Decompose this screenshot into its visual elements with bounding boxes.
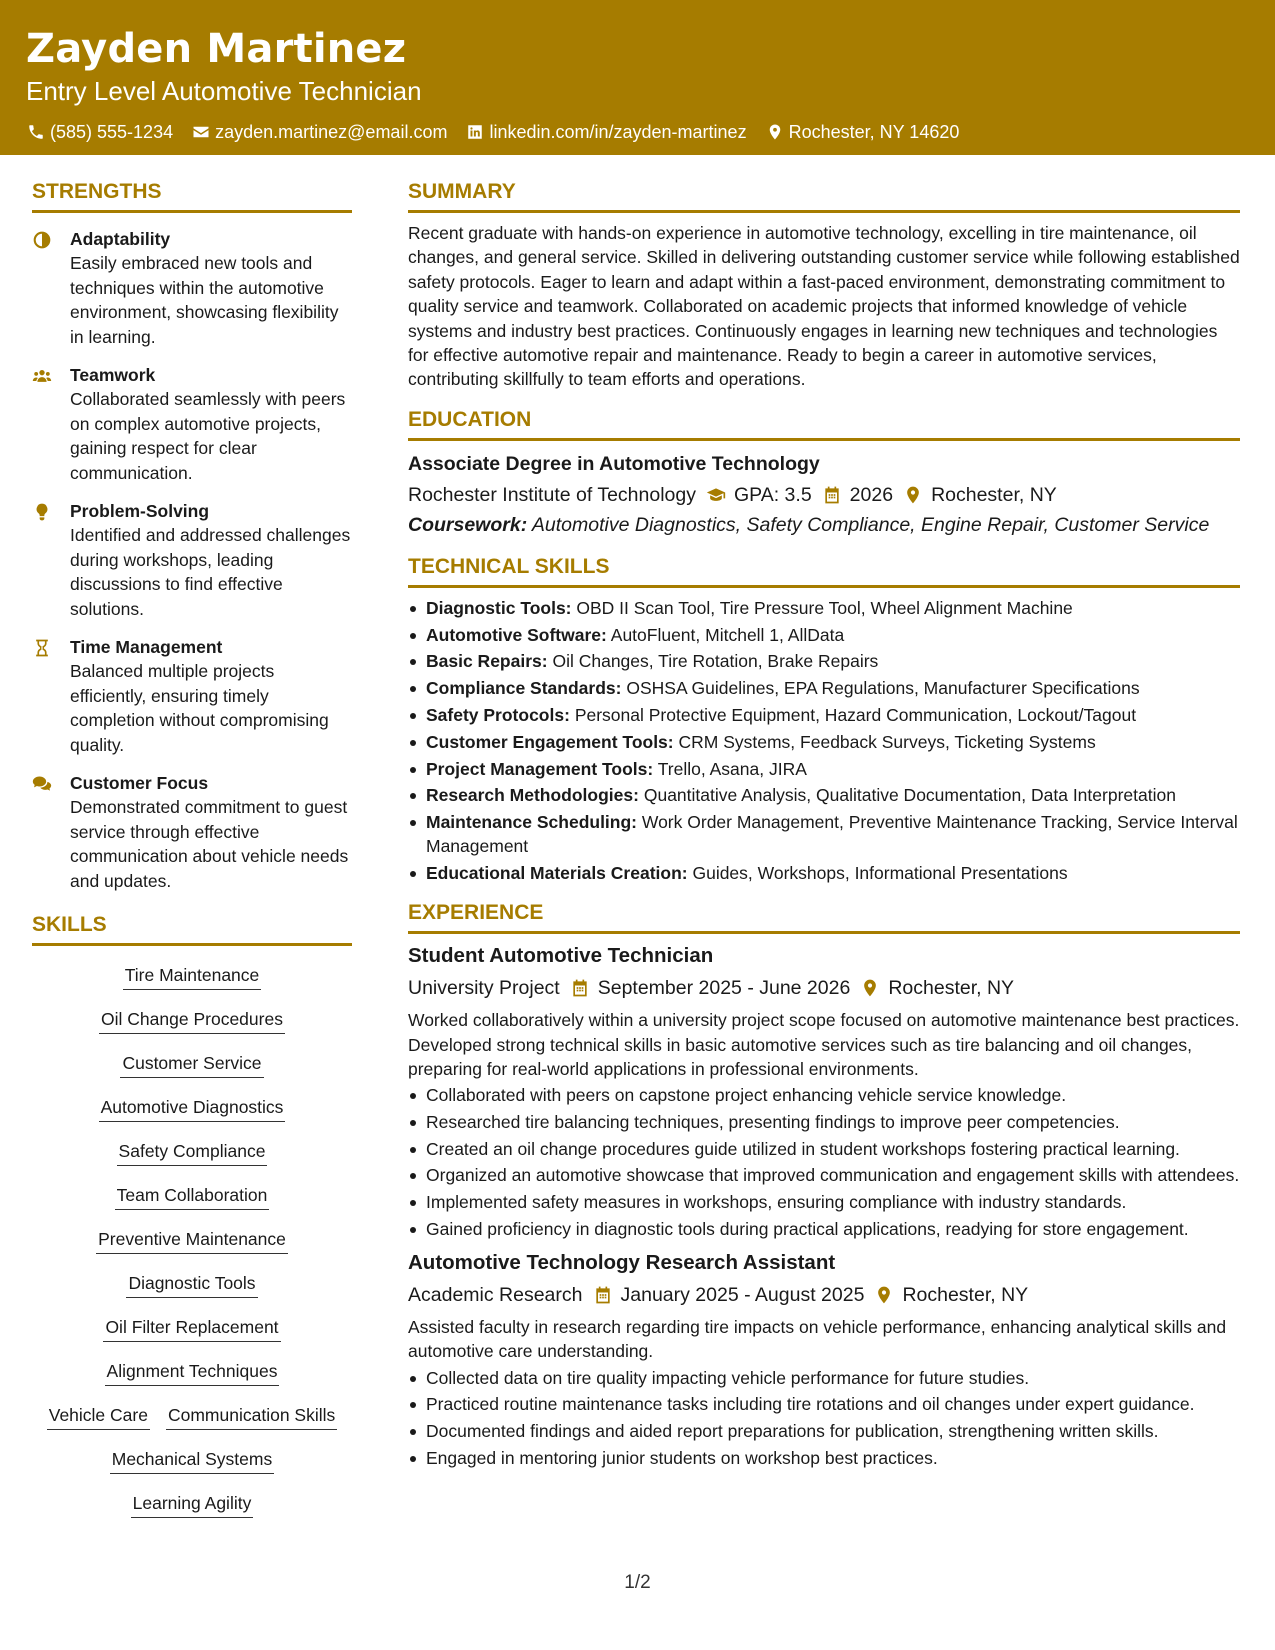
strength-title: Problem-Solving (70, 501, 210, 521)
envelope-icon (191, 122, 211, 142)
experience-section (408, 899, 1240, 1470)
map-marker-icon (874, 1285, 894, 1305)
strength-title: Teamwork (70, 365, 156, 385)
technical-skills-list (408, 596, 1240, 886)
skill-tag: Preventive Maintenance (96, 1227, 288, 1254)
skill-values: Personal Protective Equipment, Hazard Communication, Lockout/Tagout (574, 705, 1137, 726)
strength-desc: Balanced multiple projects efficiently, ensuring timely completion without compromising quality. (70, 661, 329, 755)
job-entry (408, 1249, 1240, 1470)
skill-values: AutoFluent, Mitchell 1, AllData (610, 624, 845, 645)
list-item: Practiced routine maintenance tasks including tire rotations and oil changes under expert guidance. (408, 1392, 1240, 1416)
list-item: Researched tire balancing techniques, presenting findings to improve peer competencies. (408, 1110, 1240, 1134)
lightbulb-icon (32, 499, 70, 621)
list-item: Implemented safety measures in workshops, ensuring compliance with industry standards. (408, 1190, 1240, 1214)
candidate-name: Zayden Martinez (26, 26, 407, 72)
strength-item (32, 363, 352, 485)
users-icon (32, 363, 70, 485)
summary-title: SUMMARY (408, 178, 1240, 213)
skill-tag: Mechanical Systems (110, 1447, 274, 1474)
strength-item (32, 227, 352, 349)
skill-tag: Diagnostic Tools (126, 1271, 257, 1298)
strength-desc: Easily embraced new tools and techniques within the automotive environment, showcasing flexibility in learning. (70, 253, 339, 347)
phone-icon (26, 122, 46, 142)
list-item (408, 810, 1240, 858)
skill-values: Quantitative Analysis, Qualitative Documentation, Data Interpretation (643, 785, 1176, 806)
contact-linkedin[interactable] (465, 120, 746, 144)
graduation-cap-icon (706, 485, 726, 505)
job-description: Assisted faculty in research regarding tire impacts on vehicle performance, enhancing analytical skills and automotive care understanding. (408, 1317, 1227, 1362)
map-marker-icon (860, 978, 880, 998)
skills-title: SKILLS (32, 911, 352, 946)
skill-tag: Tire Maintenance (123, 963, 262, 990)
job-title: Student Automotive Technician (408, 944, 714, 968)
skill-tag: Learning Agility (131, 1491, 254, 1518)
skill-values: Trello, Asana, JIRA (657, 758, 807, 779)
job-description: Worked collaboratively within a university project scope focused on automotive maintenance best practices. Developed strong technical skills in basic automotive services such as tire balancing and oil changes, preparing for real-world applications in professional environments. (408, 1010, 1240, 1079)
list-item: Gained proficiency in diagnostic tools during practical applications, readying for store engagement. (408, 1217, 1240, 1241)
job-bullets (408, 1083, 1240, 1241)
skill-category: Basic Repairs: (426, 651, 548, 672)
job-dates: September 2025 - June 2026 (597, 977, 851, 1000)
coursework-list: Automotive Diagnostics, Safety Compliance, Engine Repair, Customer Service (531, 513, 1210, 536)
job-dates: January 2025 - August 2025 (620, 1284, 865, 1307)
map-marker-icon (765, 122, 785, 142)
skill-category: Customer Engagement Tools: (426, 731, 674, 752)
strength-desc: Collaborated seamlessly with peers on complex automotive projects, gaining respect for clear communication. (70, 389, 346, 483)
list-item: Created an oil change procedures guide utilized in student workshops fostering practical learning. (408, 1137, 1240, 1161)
strength-title: Customer Focus (70, 773, 209, 793)
job-bullets (408, 1366, 1240, 1471)
calendar-icon (593, 1285, 613, 1305)
skill-category: Maintenance Scheduling: (426, 812, 637, 833)
graduation-year: 2026 (849, 483, 894, 506)
list-item (408, 730, 1240, 754)
list-item: Organized an automotive showcase that improved communication and engagement skills with attendees. (408, 1163, 1240, 1187)
job-meta (408, 974, 1240, 1002)
strength-title: Time Management (70, 637, 223, 657)
skill-tag: Oil Filter Replacement (103, 1315, 280, 1342)
contact-bar (26, 120, 1249, 144)
list-item (408, 623, 1240, 647)
resume-header (0, 0, 1275, 155)
candidate-headline: Entry Level Automotive Technician (26, 76, 422, 106)
education-meta (408, 481, 1240, 509)
skill-values: OBD II Scan Tool, Tire Pressure Tool, Wheel Alignment Machine (576, 597, 1073, 618)
experience-title: EXPERIENCE (408, 899, 1240, 934)
technical-skills-section (408, 553, 1240, 886)
list-item (408, 861, 1240, 885)
coursework-label: Coursework: (408, 513, 528, 536)
skill-tag: Alignment Techniques (105, 1359, 280, 1386)
calendar-icon (822, 485, 842, 505)
skill-category: Compliance Standards: (426, 678, 622, 699)
skill-values: OSHSA Guidelines, EPA Regulations, Manufacturer Specifications (626, 678, 1140, 699)
job-org: Academic Research (408, 1284, 583, 1307)
half-circle-icon (32, 227, 70, 349)
list-item (408, 703, 1240, 727)
skill-tag: Customer Service (120, 1051, 263, 1078)
job-location: Rochester, NY (888, 977, 1015, 1000)
technical-skills-title: TECHNICAL SKILLS (408, 553, 1240, 588)
list-item: Documented findings and aided report preparations for publication, strengthening written skills. (408, 1419, 1240, 1443)
job-meta (408, 1281, 1240, 1309)
list-item: Collaborated with peers on capstone project enhancing vehicle service knowledge. (408, 1083, 1240, 1107)
strengths-title: STRENGTHS (32, 178, 352, 213)
job-title: Automotive Technology Research Assistant (408, 1251, 836, 1275)
skill-category: Project Management Tools: (426, 758, 654, 779)
skill-category: Safety Protocols: (426, 705, 570, 726)
skill-tag: Automotive Diagnostics (99, 1095, 286, 1122)
job-entry (408, 942, 1240, 1241)
calendar-icon (570, 978, 590, 998)
skill-tag: Safety Compliance (117, 1139, 268, 1166)
skill-values: Oil Changes, Tire Rotation, Brake Repairs (552, 651, 879, 672)
skill-category: Educational Materials Creation: (426, 863, 688, 884)
left-column (32, 178, 352, 1526)
coursework (408, 511, 1240, 539)
strength-desc: Demonstrated commitment to guest service through effective communication about vehicle needs and updates. (70, 797, 349, 891)
skill-tag: Oil Change Procedures (99, 1007, 285, 1034)
list-item (408, 596, 1240, 620)
page-number: 1/2 (624, 1572, 651, 1593)
school-location: Rochester, NY (931, 483, 1057, 506)
contact-phone[interactable] (26, 120, 173, 144)
email-text: zayden.martinez@email.com (215, 122, 448, 142)
gpa-text: GPA: 3.5 (733, 483, 812, 506)
right-column (408, 178, 1240, 1473)
skill-values: Work Order Management, Preventive Maintenance Tracking, Service Interval Management (426, 812, 1238, 857)
phone-text: (585) 555-1234 (50, 122, 174, 142)
linkedin-icon (465, 122, 485, 142)
school-name: Rochester Institute of Technology (408, 483, 696, 506)
list-item (408, 783, 1240, 807)
skill-category: Research Methodologies: (426, 785, 639, 806)
list-item: Collected data on tire quality impacting vehicle performance for future studies. (408, 1366, 1240, 1390)
job-location: Rochester, NY (902, 1284, 1029, 1307)
list-item: Engaged in mentoring junior students on workshop best practices. (408, 1446, 1240, 1470)
location-text: Rochester, NY 14620 (788, 122, 960, 142)
linkedin-text: linkedin.com/in/zayden-martinez (489, 122, 747, 142)
skill-category: Diagnostic Tools: (426, 597, 572, 618)
strength-desc: Identified and addressed challenges during workshops, leading discussions to find effective solutions. (70, 525, 351, 619)
skill-values: CRM Systems, Feedback Surveys, Ticketing Systems (678, 731, 1096, 752)
map-marker-icon (903, 485, 923, 505)
comments-icon (32, 771, 70, 893)
education-section (408, 406, 1240, 539)
education-title: EDUCATION (408, 406, 1240, 441)
strength-item (32, 499, 352, 621)
list-item (408, 676, 1240, 700)
skill-tag: Vehicle Care (47, 1403, 150, 1430)
summary-text: Recent graduate with hands-on experience in automotive technology, excelling in tire maintenance, oil changes, and general service. Skilled in delivering outstanding customer service while following established safety protocols. Eager to learn and adapt within a fast-paced environment, demonstrating commitment to quality service and teamwork. Collaborated on academic projects that informed knowledge of vehicle systems and industry best practices. Continuously engages in learning new techniques and technologies for effective automotive repair and maintenance. Ready to begin a career in automotive services, contributing skillfully to team efforts and operations. (408, 223, 1240, 390)
hourglass-icon (32, 635, 70, 757)
strength-item (32, 635, 352, 757)
skill-tag: Communication Skills (166, 1403, 337, 1430)
strength-item (32, 771, 352, 893)
skill-tag: Team Collaboration (115, 1183, 270, 1210)
job-org: University Project (408, 977, 560, 1000)
skill-list (32, 954, 352, 1526)
list-item (408, 757, 1240, 781)
degree-title: Associate Degree in Automotive Technology (408, 452, 820, 475)
skill-values: Guides, Workshops, Informational Presentations (692, 863, 1068, 884)
skill-category: Automotive Software: (426, 624, 607, 645)
contact-email[interactable] (191, 120, 447, 144)
contact-location (765, 120, 960, 144)
list-item (408, 649, 1240, 673)
strength-title: Adaptability (70, 229, 171, 249)
